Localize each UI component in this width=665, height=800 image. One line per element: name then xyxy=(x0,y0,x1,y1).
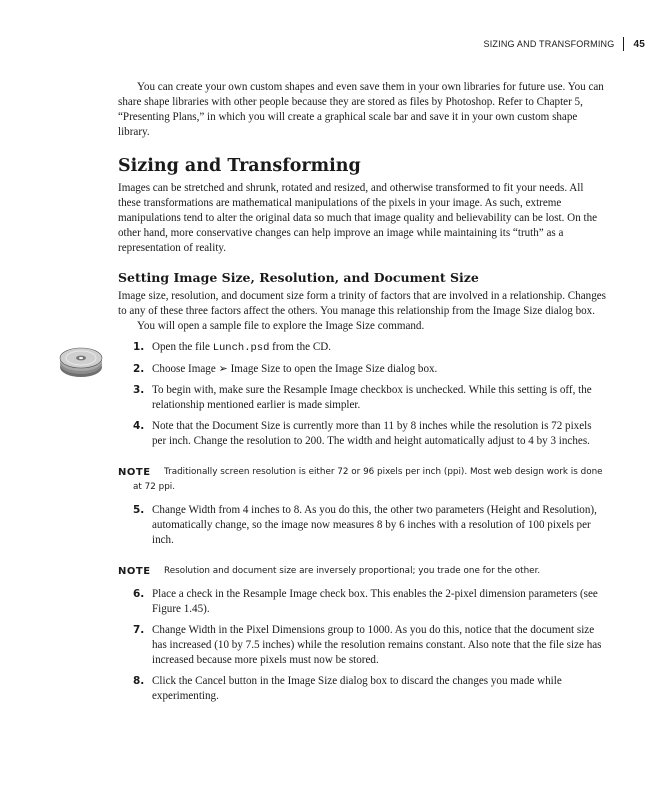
step-item xyxy=(118,362,607,377)
page-content xyxy=(118,80,607,704)
note-label: NOTE xyxy=(118,467,151,478)
step-text-end: from the CD. xyxy=(269,341,332,353)
note-text: Traditionally screen resolution is either 72 or 96 pixels per inch (ppi). Most web design work is done at 72 ppi. xyxy=(133,467,603,492)
step-item xyxy=(118,419,607,449)
step-text: Note that the Document Size is currently more than 11 by 8 inches while the resolution is 72 pixels per inch. Change the resolution to 200. The width and height automatically adjust to 4 by 3 inches. xyxy=(152,420,592,447)
filename-code: Lunch.psd xyxy=(212,342,270,354)
step-text: Choose Image ➢ Image Size to open the Image Size dialog box. xyxy=(152,363,438,375)
subsection-lead: You will open a sample file to explore the Image Size command. xyxy=(137,320,425,332)
steps-list-c xyxy=(118,587,607,704)
subsection-paragraph: Image size, resolution, and document size form a trinity of factors that are involved in a relationship. Changes to any of these three factors affect the others. You manage this relationship from the Image Size dialog box. xyxy=(118,290,606,317)
step-text: Place a check in the Resample Image check box. This enables the 2-pixel dimension parameters (see Figure 1.45). xyxy=(152,588,598,615)
step-text: Change Width in the Pixel Dimensions group to 1000. As you do this, notice that the document size has increased (10 by 7.5 inches) while the resolution remains constant. Also note that the file size has increased because more pixels must now be stored. xyxy=(152,624,602,666)
step-number: 2. xyxy=(133,363,145,375)
cd-disc-icon xyxy=(58,343,104,381)
step-number: 3. xyxy=(133,384,145,396)
section-heading: Sizing and Transforming xyxy=(118,156,361,176)
note-box xyxy=(118,465,607,495)
step-number: 6. xyxy=(133,588,145,600)
page-number: 45 xyxy=(633,38,645,50)
step-number: 7. xyxy=(133,624,145,636)
step-item xyxy=(118,674,607,704)
step-text: To begin with, make sure the Resample Image checkbox is unchecked. While this setting is off, the relationship mentioned earlier is made simpler. xyxy=(152,384,592,411)
note-box xyxy=(118,564,607,579)
note-text: Resolution and document size are inversely proportional; you trade one for the other. xyxy=(164,566,541,576)
running-head xyxy=(484,37,645,51)
step-item xyxy=(118,623,607,668)
steps-list-b xyxy=(118,503,607,548)
section-paragraph: Images can be stretched and shrunk, rotated and resized, and otherwise transformed to fit your needs. All these transformations are mathematical manipulations of the pixels in your image. As such, extreme manipulations tend to alter the original data so much that image quality and believability can be lost. On the other hand, more conservative changes can help improve an image while maintaining its “truth” as a representation of reality. xyxy=(118,182,598,254)
step-number: 5. xyxy=(133,504,145,516)
running-head-title: SIZING AND TRANSFORMING xyxy=(484,37,625,51)
steps-list-a xyxy=(118,340,607,449)
step-item xyxy=(118,587,607,617)
step-item xyxy=(118,383,607,413)
step-text: Change Width from 4 inches to 8. As you do this, the other two parameters (Height and Resolution), automatically change, so the image now measures 8 by 6 inches with a resolution of 100 pixels per inch. xyxy=(152,504,597,546)
step-number: 4. xyxy=(133,420,145,432)
step-number: 8. xyxy=(133,675,145,687)
step-item xyxy=(118,503,607,548)
step-text: Open the file xyxy=(152,341,213,353)
step-item xyxy=(118,340,607,356)
intro-paragraph: You can create your own custom shapes and even save them in your own libraries for future use. You can share shape libraries with other people because they are stored as files by Photoshop. Refer to Chapter 5, “Presenting Plans,” in which you will create a graphical scale bar and save it in your own custom shape library. xyxy=(118,81,604,138)
note-label: NOTE xyxy=(118,566,151,577)
step-number: 1. xyxy=(133,341,145,353)
step-text: Click the Cancel button in the Image Size dialog box to discard the changes you made while experimenting. xyxy=(152,675,562,702)
subsection-heading: Setting Image Size, Resolution, and Document Size xyxy=(118,270,479,285)
